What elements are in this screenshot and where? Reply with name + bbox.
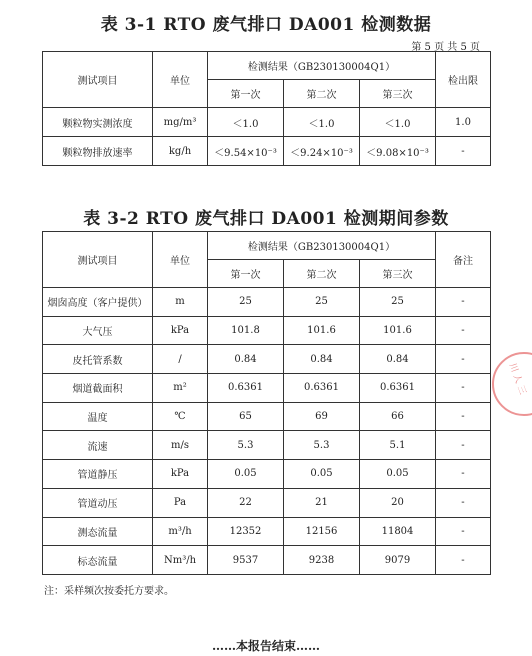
cell-unit: m² — [153, 374, 208, 403]
cell-extra: - — [436, 288, 491, 317]
cell-unit: mg/m³ — [153, 108, 208, 137]
cell-v3: 20 — [360, 488, 436, 517]
cell-v1: 5.3 — [208, 431, 284, 460]
cell-unit: m — [153, 288, 208, 317]
cell-v2: 9238 — [284, 546, 360, 575]
cell-v2: 12156 — [284, 517, 360, 546]
cell-extra: - — [436, 402, 491, 431]
cell-v3: 101.6 — [360, 316, 436, 345]
table1-title: 表 3-1 RTO 废气排口 DA001 检测数据 — [100, 15, 432, 35]
cell-v2: 69 — [284, 402, 360, 431]
header-second: 第二次 — [284, 80, 360, 108]
header-result: 检测结果（GB230130004Q1） — [208, 232, 436, 260]
seal-stamp — [492, 352, 532, 416]
cell-item: 烟囱高度（客户提供） — [43, 288, 153, 317]
cell-v1: 0.84 — [208, 345, 284, 374]
cell-unit: kPa — [153, 316, 208, 345]
table2-title: 表 3-2 RTO 废气排口 DA001 检测期间参数 — [83, 209, 449, 229]
cell-v3: 0.6361 — [360, 374, 436, 403]
header-first: 第一次 — [208, 80, 284, 108]
cell-v2: 21 — [284, 488, 360, 517]
cell-item: 烟道截面积 — [43, 374, 153, 403]
cell-extra: - — [436, 345, 491, 374]
header-unit: 单位 — [153, 232, 208, 288]
cell-item: 测态流量 — [43, 517, 153, 546]
cell-item: 颗粒物排放速率 — [43, 137, 153, 166]
cell-unit: Nm³/h — [153, 546, 208, 575]
cell-extra: - — [436, 460, 491, 489]
cell-extra: - — [436, 517, 491, 546]
page-info: 第 5 页 共 5 页 — [411, 42, 480, 53]
header-result: 检测结果（GB230130004Q1） — [208, 52, 436, 80]
cell-item: 颗粒物实测浓度 — [43, 108, 153, 137]
cell-unit: / — [153, 345, 208, 374]
cell-v3: 11804 — [360, 517, 436, 546]
cell-v3: 0.05 — [360, 460, 436, 489]
cell-item: 温度 — [43, 402, 153, 431]
cell-v1: 12352 — [208, 517, 284, 546]
seal-text: 川 人 三 — [506, 361, 528, 397]
cell-v3: 9079 — [360, 546, 436, 575]
cell-item: 皮托管系数 — [43, 345, 153, 374]
header-item: 测试项目 — [43, 232, 153, 288]
cell-v2: ＜9.24×10⁻³ — [284, 137, 360, 166]
cell-v3: 66 — [360, 402, 436, 431]
cell-extra: - — [436, 137, 491, 166]
cell-v2: 25 — [284, 288, 360, 317]
cell-unit: m/s — [153, 431, 208, 460]
table-row — [43, 137, 491, 166]
table-row — [43, 345, 491, 374]
cell-v3: ＜9.08×10⁻³ — [360, 137, 436, 166]
cell-unit: kg/h — [153, 137, 208, 166]
cell-v2: 0.05 — [284, 460, 360, 489]
table-row — [43, 108, 491, 137]
cell-item: 管道动压 — [43, 488, 153, 517]
header-limit: 检出限 — [436, 52, 491, 108]
table-row — [43, 288, 491, 317]
cell-item: 流速 — [43, 431, 153, 460]
cell-v1: 22 — [208, 488, 284, 517]
cell-v3: ＜1.0 — [360, 108, 436, 137]
cell-item: 标态流量 — [43, 546, 153, 575]
cell-v2: 0.6361 — [284, 374, 360, 403]
cell-v3: 5.1 — [360, 431, 436, 460]
cell-v3: 25 — [360, 288, 436, 317]
cell-unit: Pa — [153, 488, 208, 517]
table-row — [43, 546, 491, 575]
header-remark: 备注 — [436, 232, 491, 288]
cell-v2: 5.3 — [284, 431, 360, 460]
table-row — [43, 517, 491, 546]
cell-v2: 0.84 — [284, 345, 360, 374]
cell-v1: ＜9.54×10⁻³ — [208, 137, 284, 166]
table-row — [43, 488, 491, 517]
cell-unit: m³/h — [153, 517, 208, 546]
footnote: 注：采样频次按委托方要求。 — [44, 586, 174, 597]
report-end-marker: ……本报告结束…… — [211, 639, 320, 653]
cell-extra: - — [436, 431, 491, 460]
cell-v2: 101.6 — [284, 316, 360, 345]
header-item: 测试项目 — [43, 52, 153, 108]
cell-v1: 25 — [208, 288, 284, 317]
cell-extra: - — [436, 546, 491, 575]
header-first: 第一次 — [208, 260, 284, 288]
cell-v3: 0.84 — [360, 345, 436, 374]
cell-unit: ℃ — [153, 402, 208, 431]
cell-extra: - — [436, 488, 491, 517]
header-third: 第三次 — [360, 80, 436, 108]
parameters-table — [42, 231, 491, 575]
cell-unit: kPa — [153, 460, 208, 489]
header-second: 第二次 — [284, 260, 360, 288]
cell-item: 管道静压 — [43, 460, 153, 489]
cell-v1: 0.6361 — [208, 374, 284, 403]
cell-v1: 9537 — [208, 546, 284, 575]
detection-data-table — [42, 51, 491, 166]
table-row — [43, 374, 491, 403]
table-row — [43, 431, 491, 460]
table-row — [43, 460, 491, 489]
cell-v1: 65 — [208, 402, 284, 431]
cell-v1: 0.05 — [208, 460, 284, 489]
cell-item: 大气压 — [43, 316, 153, 345]
table-row — [43, 402, 491, 431]
header-unit: 单位 — [153, 52, 208, 108]
cell-v1: 101.8 — [208, 316, 284, 345]
cell-extra: - — [436, 374, 491, 403]
cell-v2: ＜1.0 — [284, 108, 360, 137]
cell-extra: 1.0 — [436, 108, 491, 137]
header-third: 第三次 — [360, 260, 436, 288]
table-row — [43, 316, 491, 345]
cell-extra: - — [436, 316, 491, 345]
cell-v1: ＜1.0 — [208, 108, 284, 137]
